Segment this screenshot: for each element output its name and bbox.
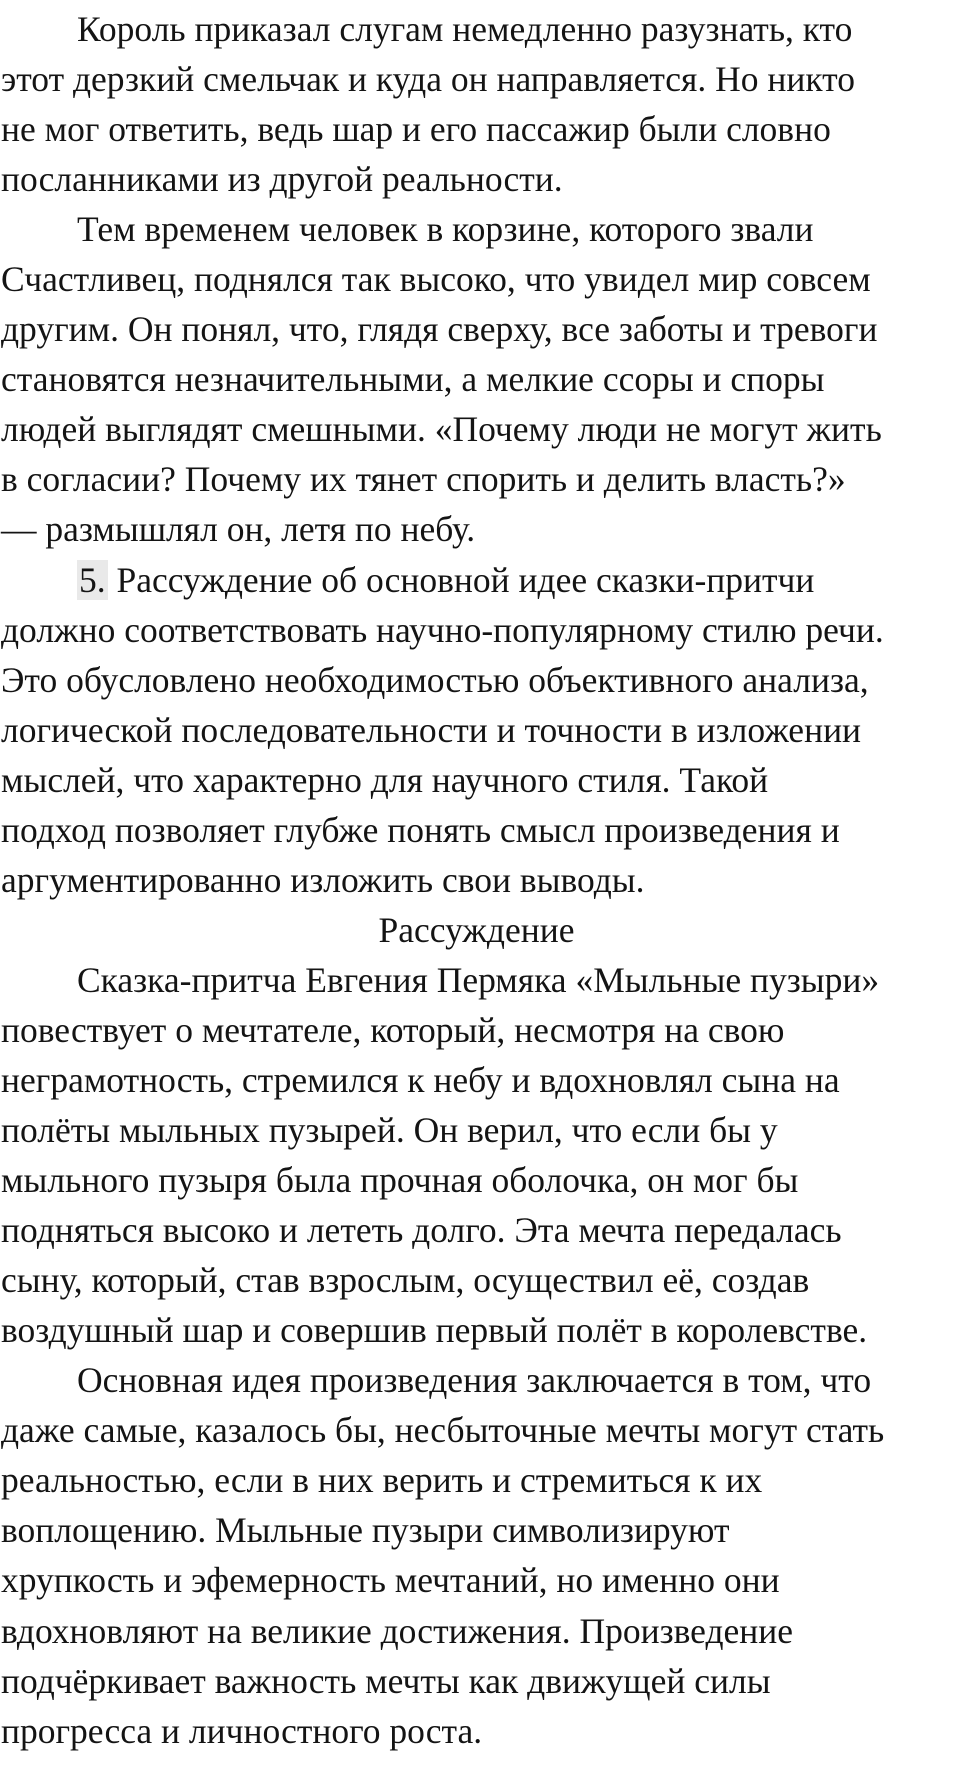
text-line: другим. Он понял, что, глядя сверху, все заботы и тревоги: [1, 309, 878, 350]
text-line: Счастливец, поднялся так высоко, что увидел мир совсем: [1, 259, 871, 300]
text-line: логической последовательности и точности в изложении: [1, 709, 862, 750]
text-line: Это обусловлено необходимостью объективного анализа,: [1, 659, 869, 700]
text-line: — размышлял он, летя по небу.: [1, 509, 476, 550]
text-line: полёты мыльных пузырей. Он верил, что если бы у: [1, 1110, 778, 1151]
text-line: вдохновляют на великие достижения. Произведение: [1, 1610, 794, 1651]
paragraph-king-orders: [1, 4, 960, 204]
text-line: в согласии? Почему их тянет спорить и делить власть?»: [1, 459, 846, 500]
text-line: не мог ответить, ведь шар и его пассажир были словно: [1, 109, 831, 150]
text-line: подход позволяет глубже понять смысл произведения и: [1, 809, 840, 850]
text-line: Основная идея произведения заключается в том, что: [77, 1360, 872, 1401]
text-line: даже самые, казалось бы, несбыточные мечты могут стать: [1, 1410, 885, 1451]
text-line-content: Рассуждение об основной идее сказки-притчи: [107, 559, 815, 600]
text-line: [1, 555, 960, 605]
text-line: аргументированно изложить свои выводы.: [1, 859, 645, 900]
text-line: неграмотность, стремился к небу и вдохновлял сына на: [1, 1059, 840, 1100]
text-line: Король приказал слугам немедленно разузнать, кто: [77, 9, 853, 49]
text-line: повествует о мечтателе, который, несмотря на свою: [1, 1009, 785, 1050]
item-number: 5.: [79, 559, 106, 600]
text-line: воздушный шар и совершив первый полёт в королевстве.: [1, 1310, 868, 1351]
text-line: реальностью, если в них верить и стремиться к их: [1, 1460, 763, 1501]
section-heading: [1, 905, 960, 955]
text-line: мыслей, что характерно для научного стиля. Такой: [1, 759, 769, 800]
text-line: должно соответствовать научно-популярному стилю речи.: [1, 609, 884, 650]
text-line: подчёркивает важность мечты как движущей силы: [1, 1660, 771, 1701]
text-line: сыну, который, став взрослым, осуществил её, создав: [1, 1260, 810, 1301]
heading-reasoning: Рассуждение: [378, 909, 575, 950]
text-line: посланниками из другой реальности.: [1, 159, 563, 200]
text-line: людей выглядят смешными. «Почему люди не могут жить: [1, 409, 882, 450]
paragraph-schastlivets-flight: [1, 204, 960, 554]
text-line: хрупкость и эфемерность мечтаний, но именно они: [1, 1560, 780, 1601]
paragraph-task-5: [1, 555, 960, 905]
text-line: Тем временем человек в корзине, которого звали: [77, 209, 814, 250]
text-line: прогресса и личностного роста.: [1, 1710, 483, 1751]
text-line: становятся незначительными, а мелкие ссоры и споры: [1, 359, 825, 400]
text-line: мыльного пузыря была прочная оболочка, он мог бы: [1, 1160, 799, 1201]
text-line: воплощению. Мыльные пузыри символизируют: [1, 1510, 730, 1551]
paragraph-main-idea: [1, 1355, 960, 1755]
paragraph-summary: [1, 955, 960, 1355]
text-line: подняться высоко и лететь долго. Эта мечта передалась: [1, 1210, 842, 1251]
text-line: Сказка-притча Евгения Пермяка «Мыльные пузыри»: [77, 959, 880, 1000]
text-line: этот дерзкий смельчак и куда он направляется. Но никто: [1, 59, 855, 100]
